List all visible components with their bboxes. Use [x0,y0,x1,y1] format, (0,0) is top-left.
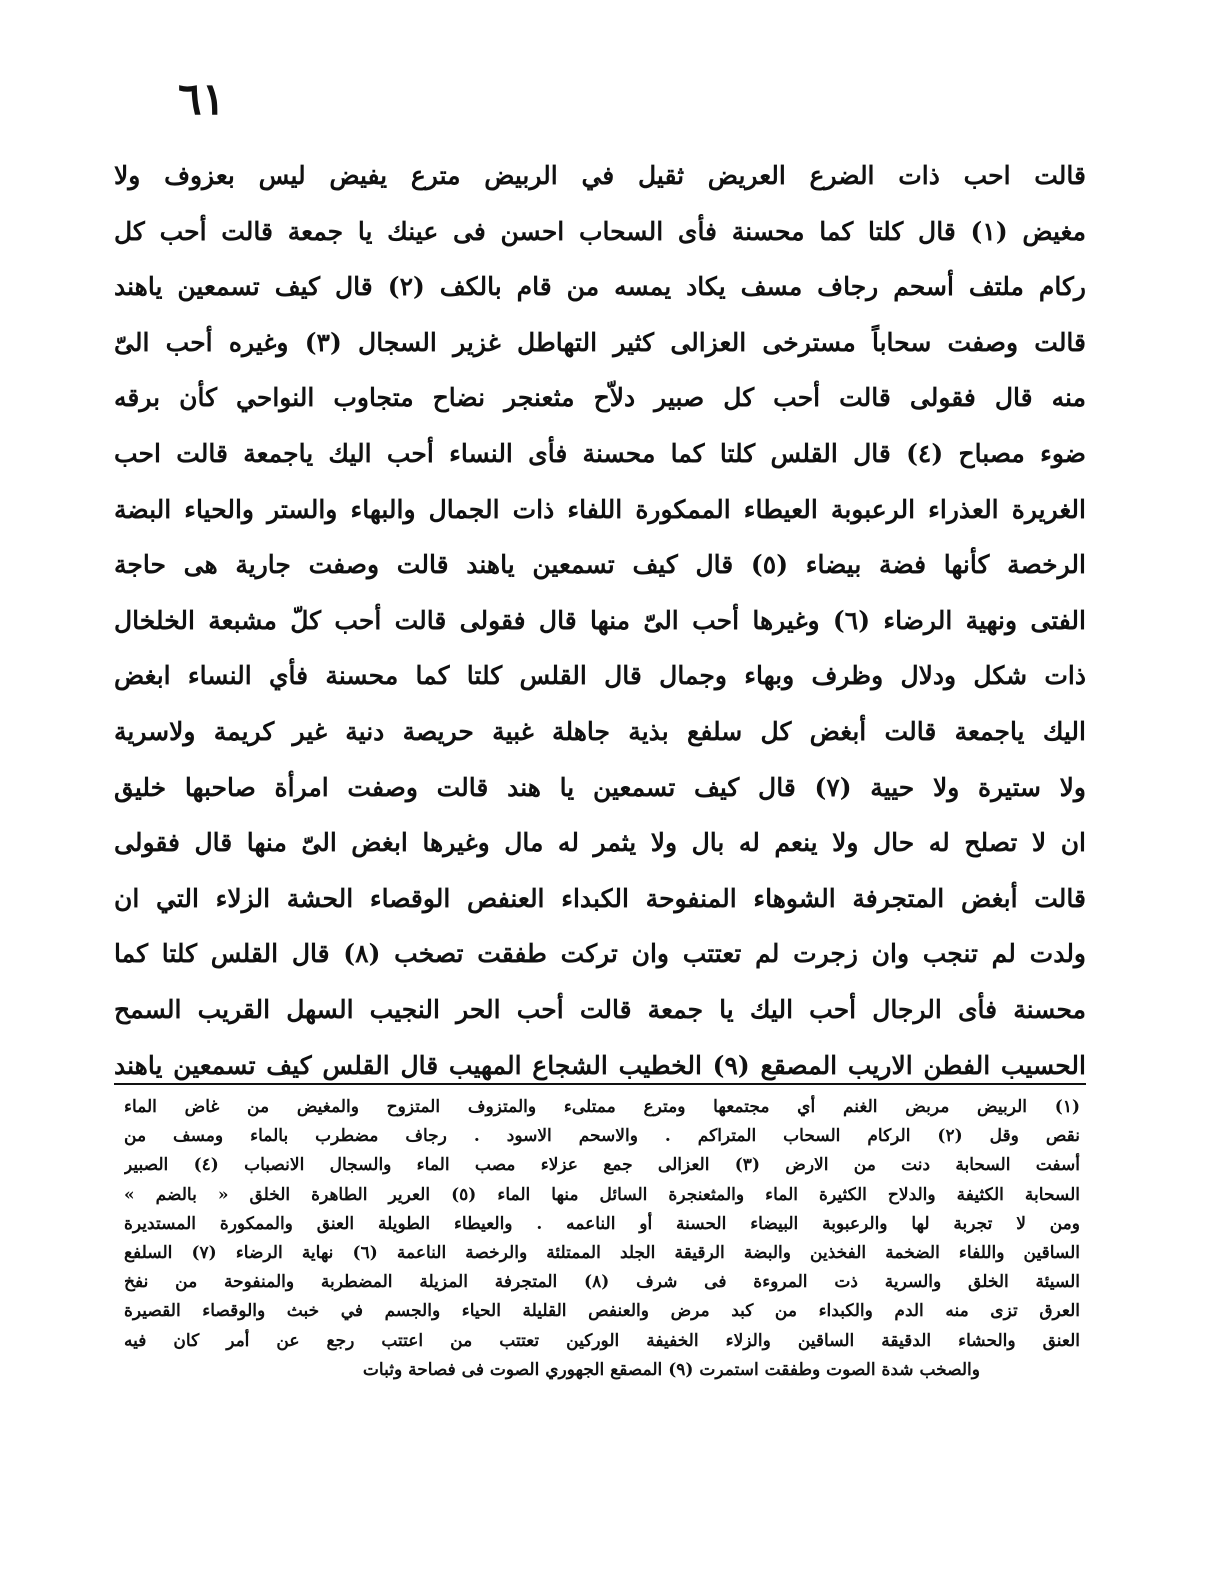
footnote-line: نقص وقل (٢) الركام السحاب المتراكم . والاسحم الاسود . رجاف مضطرب بالماء ومسف من [124,1126,1080,1147]
text-line: ضوء مصباح (٤) قال القلس كلتا كما محسنة فأى النساء أحب اليك ياجمعة قالت احب [114,438,1086,468]
footnote-line: (١) الربيض مربض الغنم أي مجتمعها ومترع ممتلىء والمتزوف المتزوح والمغيض من غاض الماء [124,1097,1080,1117]
page-number: ٦١ [178,74,226,125]
text-line: محسنة فأى الرجال أحب اليك يا جمعة قالت أحب الحر النجيب السهل القريب السمح [114,994,1086,1024]
text-line: اليك ياجمعة قالت أبغض كل سلفع بذية جاهلة غبية حريصة دنية غير كريمة ولاسرية [114,716,1086,746]
text-line: مغيض (١) قال كلتا كما محسنة فأى السحاب احسن فى عينك يا جمعة قالت أحب كل [114,216,1086,246]
footnote-line: العنق والحشاء الدقيقة الساقين والزلاء الخفيفة الوركين تعتتب من اعتتب رجع عن أمر كان فيه [124,1330,1080,1351]
text-line: الحسيب الفطن الاريب المصقع (٩) الخطيب الشجاع المهيب قال القلس كيف تسمعين ياهند [114,1050,1086,1080]
text-line: ذات شكل ودلال وظرف وبهاء وجمال قال القلس كلتا كما محسنة فأي النساء ابغض [114,661,1086,691]
footnote-line: ومن لا تجربة لها والرعبوبة البيضاء الحسنة أو الناعمه . والعيطاء الطويلة العنق والممكورة المستديرة [124,1213,1080,1234]
text-line: قالت أبغض المتجرفة الشوهاء المنفوحة الكبداء العنفص الوقصاء الحشة الزلاء التي ان [114,883,1086,913]
text-line: ولدت لم تنجب وان زجرت لم تعتتب وان تركت طفقت تصخب (٨) قال القلس كلتا كما [114,939,1086,969]
footnote-line: السحابة الكثيفة والدلاح الكثيرة الماء والمثعنجرة السائل منها الماء (٥) العرير الطاهرة الخلق « بالضم » [124,1184,1080,1205]
text-line: ركام ملتف أسحم رجاف مسف يكاد يمسه من قام بالكف (٢) قال كيف تسمعين ياهند [114,272,1086,302]
text-line: منه قال فقولى قالت أحب كل صبير دلاّح مثعنجر نضاح متجاوب النواحي كأن برقه [114,383,1086,413]
footnote-line: السيئة الخلق والسرية ذت المروءة فى شرف (٨) المتجرفة المزيلة المضطربة والمنفوحة من نفخ [124,1272,1080,1293]
text-line: الرخصة كأنها فضة بيضاء (٥) قال كيف تسمعين ياهند قالت وصفت جارية هى حاجة [114,550,1086,580]
text-line: قالت احب ذات الضرع العريض ثقيل في الربيض مترع يفيض ليس بعزوف ولا [114,161,1086,190]
text-line: ان لا تصلح له حال ولا ينعم له بال ولا يثمر له مال وغيرها ابغض الىّ منها قال فقولى [114,828,1086,858]
footnote-line: العرق تزى منه الدم والكبداء من كبد مرض والعنفص القليلة الحياء والجسم في خبث والوقصاء القصيرة [124,1301,1080,1322]
footnote-line: والصخب شدة الصوت وطفقت استمرت (٩) المصقع الجهوري الصوت فى فصاحة وثبات [362,1359,980,1380]
main-text [114,148,1086,1093]
text-line: الفتى ونهية الرضاء (٦) وغيرها أحب الىّ منها قال فقولى قالت أحب كلّ مشبعة الخلخال [114,605,1086,635]
text-line: قالت وصفت سحاباً مسترخى العزالى كثير التهاطل غزير السجال (٣) وغيره أحب الىّ [114,327,1086,357]
text-line: الغريرة العذراء الرعبوبة العيطاء الممكورة اللفاء ذات الجمال والبهاء والستر والحياء البضة [114,494,1086,524]
footnote-line: أسفت السحابة دنت من الارض (٣) العزالى جمع عزلاء مصب الماء والسجال الانصباب (٤) الصبير [124,1155,1080,1176]
footnote-divider [114,1083,1086,1085]
footnote-line: الساقين واللفاء الضخمة الفخذين والبضة الرقيقة الجلد الممتلئة والرخصة الناعمة (٦) نهاية الرضاء (٧) السلفع [124,1242,1080,1263]
footnotes [124,1093,1080,1385]
text-line: ولا ستيرة ولا حيية (٧) قال كيف تسمعين يا هند قالت وصفت امرأة صاحبها خليق [114,772,1086,802]
